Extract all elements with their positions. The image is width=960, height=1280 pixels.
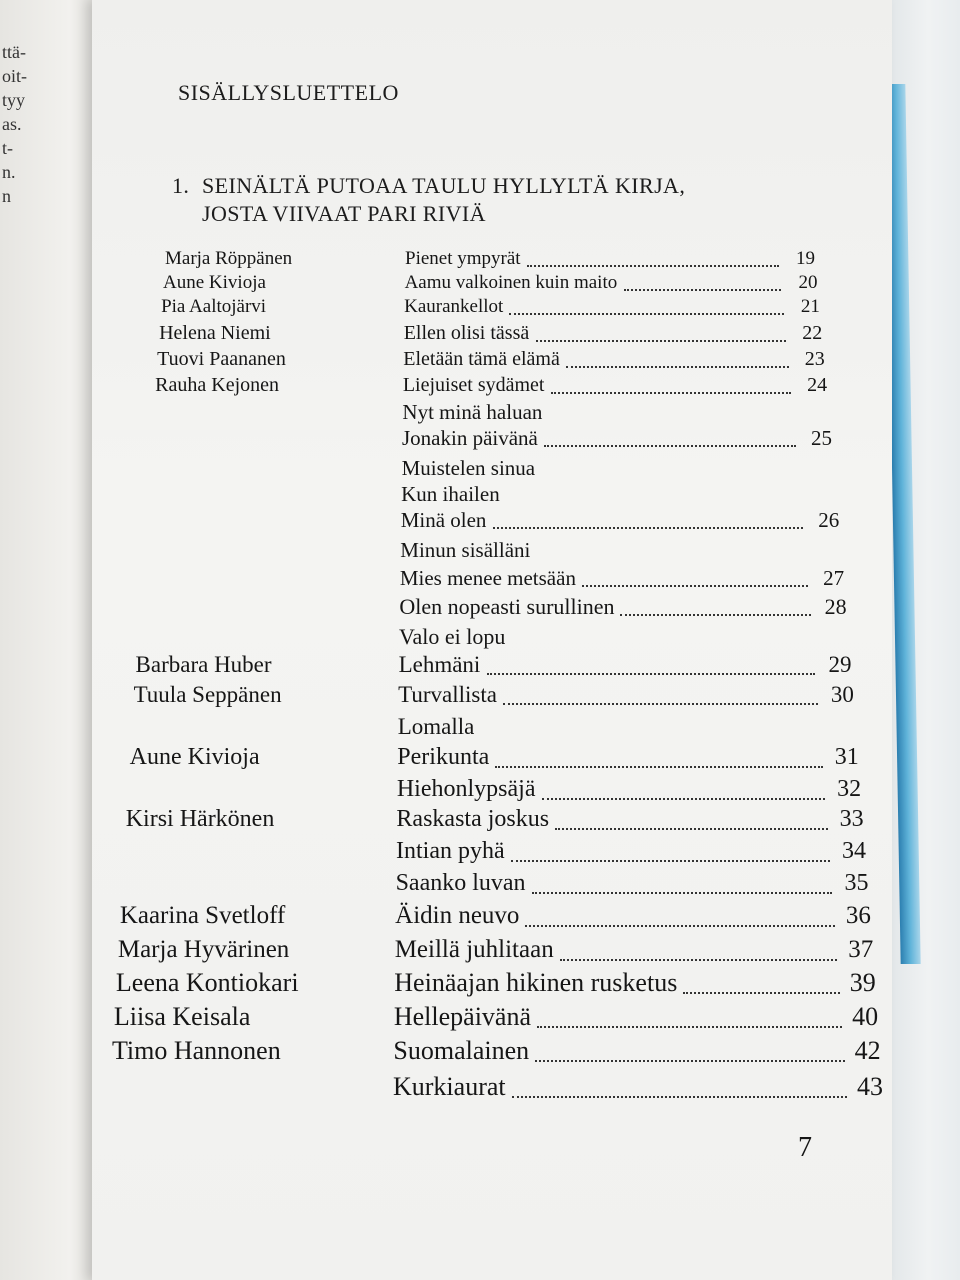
page-ref: 23 [804, 348, 825, 370]
poem-title: Hellepäivänä [393, 1002, 531, 1031]
section-line-2: JOSTA VIIVAAT PARI RIVIÄ [202, 201, 486, 226]
dot-leader [624, 289, 781, 291]
poem-title: Pienet ympyrät [405, 248, 521, 269]
page-ref: 25 [811, 426, 832, 450]
author-name: Leena Kontiokari [115, 968, 299, 997]
author-name: Helena Niemi [159, 322, 271, 344]
poem-title: Saanko luvan [395, 870, 526, 896]
dot-leader [537, 1026, 842, 1028]
page-ref: 42 [854, 1036, 881, 1065]
toc-row [0, 744, 960, 774]
poem-title: Lehmäni [398, 652, 481, 677]
toc-row [0, 682, 960, 712]
author-name: Aune Kivioja [163, 272, 266, 293]
dot-leader [683, 992, 840, 994]
page-ref: 35 [844, 870, 869, 896]
toc-row [0, 624, 960, 654]
page-ref: 27 [823, 566, 845, 590]
dot-leader [551, 392, 791, 394]
poem-title: Valo ei lopu [399, 624, 506, 649]
author-name: Aune Kivioja [129, 744, 260, 770]
fragment: as. [2, 114, 22, 134]
dot-leader [495, 766, 823, 768]
toc-row [0, 776, 960, 806]
dot-leader [582, 585, 808, 587]
author-name: Liisa Keisala [113, 1002, 251, 1031]
page-heading: SISÄLLYSLUETTELO [178, 80, 399, 105]
toc-row [0, 508, 960, 538]
toc-row [0, 1002, 960, 1032]
section-number: 1. [172, 173, 190, 198]
dot-leader [532, 892, 832, 894]
page-ref: 22 [802, 322, 823, 344]
poem-title: Minä olen [400, 508, 487, 532]
poem-title: Raskasta joskus [396, 806, 550, 832]
page-ref: 19 [796, 248, 815, 269]
author-name: Kirsi Härkönen [125, 806, 275, 832]
author-name: Barbara Huber [135, 652, 272, 677]
poem-title: Heinäajan hikinen rusketus [394, 968, 678, 997]
dot-leader [560, 959, 837, 961]
page-ref: 43 [857, 1072, 883, 1101]
toc-row [0, 566, 960, 596]
dot-leader [555, 828, 828, 830]
page-ref: 21 [800, 296, 820, 317]
toc-row [0, 968, 960, 998]
poem-title: Minun sisälläni [400, 538, 531, 562]
poem-title: Turvallista [398, 682, 497, 707]
poem-title: Liejuiset sydämet [402, 374, 545, 396]
toc-row [0, 714, 960, 744]
poem-title: Aamu valkoinen kuin maito [404, 272, 618, 293]
dot-leader [566, 366, 789, 368]
toc-row [0, 1036, 960, 1066]
dot-leader [512, 1096, 847, 1098]
author-name: Rauha Kejonen [155, 374, 280, 396]
toc-row [0, 1072, 960, 1102]
page-ref: 24 [807, 374, 828, 396]
poem-title: Äidin neuvo [395, 902, 520, 929]
poem-title: Mies menee metsään [399, 566, 576, 590]
author-name: Marja Röppänen [165, 248, 293, 269]
page-ref: 20 [798, 272, 818, 293]
page-ref: 36 [845, 902, 871, 929]
toc-row [0, 426, 960, 456]
dot-leader [544, 445, 796, 447]
page-ref: 33 [839, 806, 864, 832]
toc-row [0, 838, 960, 868]
poem-title: Intian pyhä [396, 838, 505, 864]
author-name: Tuovi Paananen [157, 348, 286, 370]
fragment: tyy [2, 90, 26, 110]
dot-leader [620, 614, 811, 616]
page-ref: 31 [834, 744, 859, 770]
author-name: Timo Hannonen [111, 1036, 281, 1065]
poem-title: Eletään tämä elämä [403, 348, 560, 370]
page-ref: 32 [837, 776, 862, 802]
dot-leader [503, 703, 818, 705]
page-ref: 28 [824, 594, 847, 619]
author-name: Kaarina Svetloff [119, 902, 286, 929]
dot-leader [535, 1060, 845, 1062]
page-ref: 34 [842, 838, 866, 864]
poem-title: Lomalla [397, 714, 475, 739]
poem-title: Perikunta [397, 744, 490, 770]
poem-title: Muistelen sinua [401, 456, 536, 480]
toc-row [0, 806, 960, 836]
poem-title: Nyt minä haluan [402, 400, 543, 424]
dot-leader [493, 527, 803, 529]
toc-row [0, 936, 960, 966]
author-name: Pia Aaltojärvi [161, 296, 267, 317]
page-number: 7 [798, 1132, 812, 1163]
toc-row [0, 870, 960, 900]
author-name: Marja Hyvärinen [117, 936, 290, 963]
fragment: oit- [2, 66, 27, 86]
dot-leader [542, 798, 825, 800]
dot-leader [487, 673, 815, 675]
author-name: Tuula Seppänen [133, 682, 282, 707]
page-ref: 40 [852, 1002, 879, 1031]
poem-title: Kaurankellot [404, 296, 504, 317]
page-ref: 29 [828, 652, 852, 677]
toc-row [0, 652, 960, 682]
page-ref: 26 [818, 508, 840, 532]
poem-title: Hiehonlypsäjä [396, 776, 536, 802]
fragment: n. [2, 162, 16, 182]
page-ref: 39 [849, 968, 876, 997]
toc-row [0, 594, 960, 624]
poem-title: Kurkiaurat [393, 1072, 506, 1101]
toc-row [0, 902, 960, 932]
poem-title: Kun ihailen [401, 482, 500, 506]
toc-row [0, 538, 960, 568]
section-line-1: SEINÄLTÄ PUTOAA TAULU HYLLYLTÄ KIRJA, [202, 173, 686, 198]
fragment: n [2, 186, 11, 206]
dot-leader [527, 265, 779, 267]
page-ref: 37 [848, 936, 874, 963]
dot-leader [509, 313, 784, 315]
poem-title: Suomalainen [393, 1036, 530, 1065]
fragment: ttä- [2, 42, 26, 62]
page-ref: 30 [830, 682, 854, 707]
poem-title: Jonakin päivänä [402, 426, 538, 450]
dot-leader [511, 860, 830, 862]
dot-leader [525, 925, 835, 927]
fragment: t- [2, 138, 13, 158]
poem-title: Meillä juhlitaan [394, 936, 554, 963]
poem-title: Ellen olisi tässä [403, 322, 530, 344]
dot-leader [536, 340, 786, 342]
poem-title: Olen nopeasti surullinen [399, 594, 615, 619]
